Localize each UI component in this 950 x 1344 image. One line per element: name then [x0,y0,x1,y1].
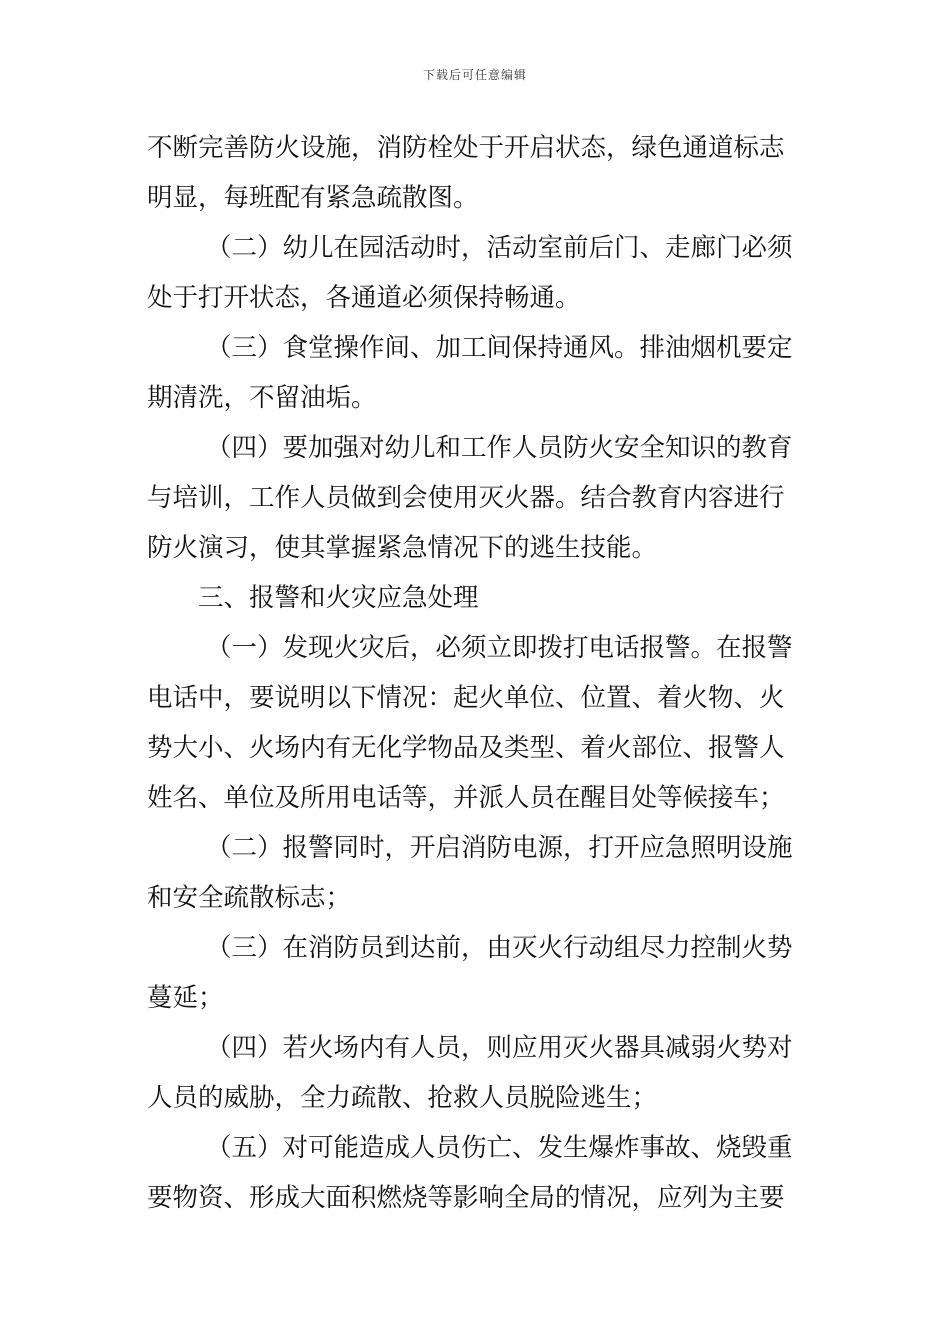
text-line: 不断完善防火设施，消防栓处于开启状态，绿色通道标志 [147,133,785,163]
page-header: 下载后可任意编辑 [422,68,527,82]
text-line: 势大小、火场内有无化学物品及类型、着火部位、报警人 [147,733,785,763]
text-line: 电话中，要说明以下情况：起火单位、位置、着火物、火 [147,683,785,713]
text-line: 处于打开状态，各通道必须保持畅通。 [147,283,581,313]
paragraph-start: （三）在消防员到达前，由灭火行动组尽力控制火势 [206,933,793,963]
document-body [147,123,807,1223]
paragraph-start: （二）报警同时，开启消防电源，打开应急照明设施 [206,833,793,863]
text-line: 蔓延； [147,983,224,1013]
text-line: 要物资、形成大面积燃烧等影响全局的情况，应列为主要 [147,1183,785,1213]
paragraph-start: （三）食堂操作间、加工间保持通风。排油烟机要定 [206,333,793,363]
text-line: 人员的威胁，全力疏散、抢救人员脱险逃生； [147,1083,658,1113]
paragraph-start: （一）发现火灾后，必须立即拨打电话报警。在报警 [206,633,793,663]
paragraph-start: （二）幼儿在园活动时，活动室前后门、走廊门必须 [206,233,793,263]
text-line: 和安全疏散标志； [147,883,352,913]
section-heading: 三、报警和火灾应急处理 [198,583,479,613]
paragraph-start: （五）对可能造成人员伤亡、发生爆炸事故、烧毁重 [206,1133,793,1163]
paragraph-start: （四）要加强对幼儿和工作人员防火安全知识的教育 [206,433,793,463]
text-line: 防火演习，使其掌握紧急情况下的逃生技能。 [147,533,658,563]
paragraph-start: （四）若火场内有人员，则应用灭火器具减弱火势对 [206,1033,793,1063]
text-line: 与培训，工作人员做到会使用灭火器。结合教育内容进行 [147,483,785,513]
text-line: 姓名、单位及所用电话等，并派人员在醒目处等候接车； [147,783,785,813]
text-line: 明显，每班配有紧急疏散图。 [147,183,479,213]
text-line: 期清洗，不留油垢。 [147,383,377,413]
